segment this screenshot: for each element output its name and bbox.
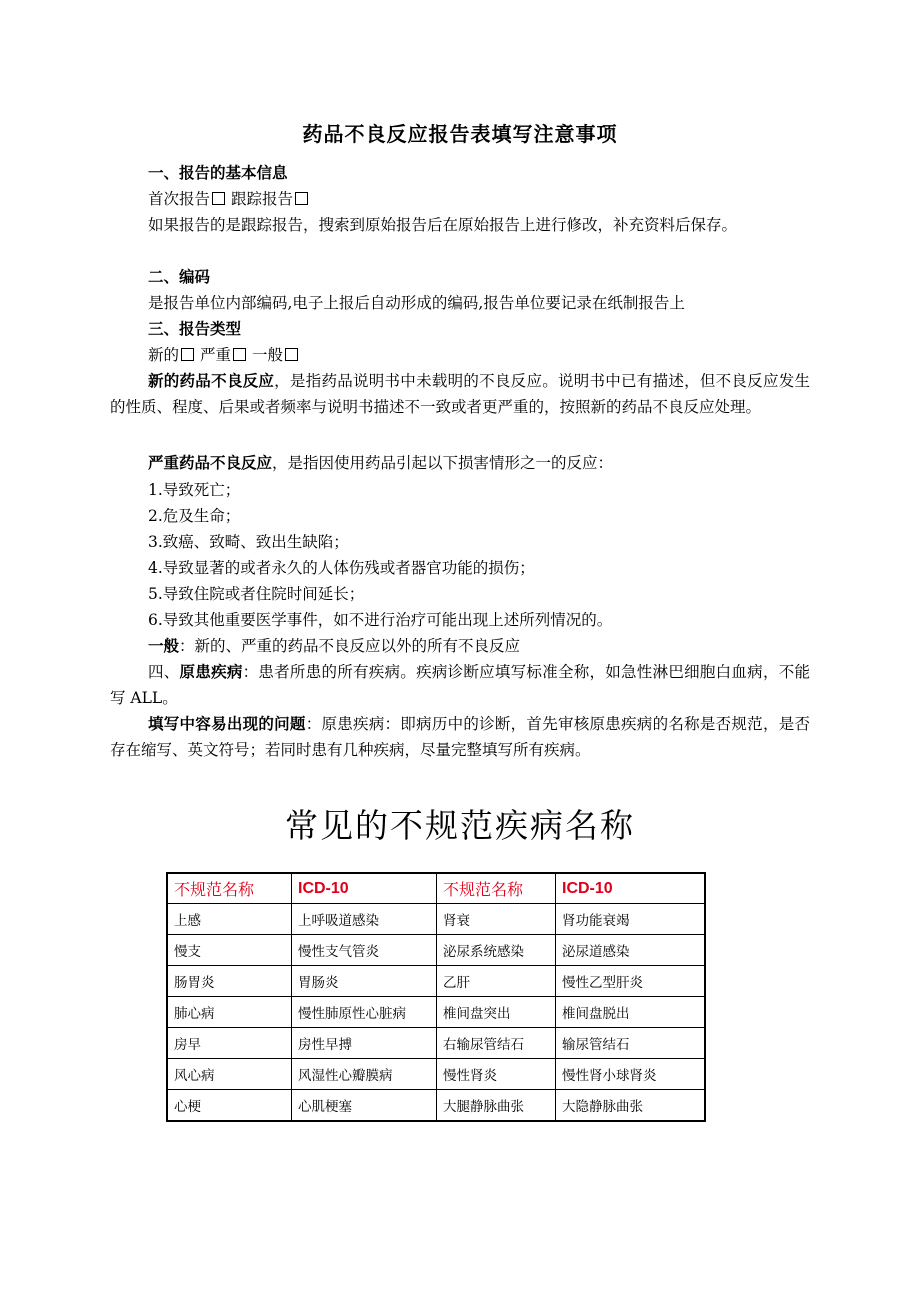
serious-item-1: 1.导致死亡； (148, 481, 241, 499)
table-cell: 慢性肺原性心脏病 (292, 997, 437, 1028)
nonstandard-names-table (166, 872, 706, 1122)
table-cell: 上感 (167, 904, 292, 935)
table-cell: 心梗 (167, 1090, 292, 1122)
table-cell: 泌尿道感染 (556, 935, 706, 966)
serious-item-4: 4.导致显著的或者永久的人体伤残或者器官功能的损伤； (148, 559, 535, 577)
general-adr-definition (148, 633, 520, 659)
section-1-paragraph: 如果报告的是跟踪报告，搜索到原始报告后在原始报告上进行修改，补充资料后保存。 (148, 216, 738, 234)
section-4-term: 原患疾病 (179, 663, 243, 681)
table-cell: 肺心病 (167, 997, 292, 1028)
common-issues-desc: ：原患疾病：即病历中的诊断，首先审核原患疾病的名称是否规范，是否存在缩写、英文符号；若同时患有几种疾病，尽量完整填写所有疾病。 (110, 715, 810, 759)
serious-adr-definition (148, 450, 613, 476)
header-nonstandard-2: 不规范名称 (437, 873, 556, 904)
table-cell: 房性早搏 (292, 1028, 437, 1059)
report-kind-options (148, 186, 314, 212)
table-cell: 上呼吸道感染 (292, 904, 437, 935)
report-type-options (148, 342, 304, 368)
section-4-prefix: 四、 (148, 663, 180, 681)
general-type-checkbox[interactable] (285, 348, 298, 361)
header-icd-1: ICD-10 (292, 873, 437, 904)
section-3-heading: 三、报告类型 (148, 320, 242, 338)
table-cell: 慢性乙型肝炎 (556, 966, 706, 997)
table-cell: 大腿静脉曲张 (437, 1090, 556, 1122)
table-cell: 输尿管结石 (556, 1028, 706, 1059)
serious-item-5: 5.导致住院或者住院时间延长； (148, 585, 365, 603)
table-cell: 慢性肾小球肾炎 (556, 1059, 706, 1090)
table-cell: 胃肠炎 (292, 966, 437, 997)
general-adr-desc: ：新的、严重的药品不良反应以外的所有不良反应 (179, 637, 521, 655)
new-type-checkbox[interactable] (181, 348, 194, 361)
table-cell: 肠胃炎 (167, 966, 292, 997)
table-row (167, 904, 705, 935)
serious-item-2: 2.危及生命； (148, 507, 241, 525)
table-cell: 椎间盘突出 (437, 997, 556, 1028)
table-cell: 肾功能衰竭 (556, 904, 706, 935)
serious-item-3: 3.致癌、致畸、致出生缺陷； (148, 533, 349, 551)
table-header-row (167, 873, 705, 904)
table-cell: 风湿性心瓣膜病 (292, 1059, 437, 1090)
table-cell: 心肌梗塞 (292, 1090, 437, 1122)
table-row (167, 935, 705, 966)
table-cell: 慢支 (167, 935, 292, 966)
common-issues-paragraph (110, 711, 810, 763)
header-nonstandard-1: 不规范名称 (167, 873, 292, 904)
table-cell: 乙肝 (437, 966, 556, 997)
page-title: 药品不良反应报告表填写注意事项 (302, 122, 618, 146)
table-cell: 大隐静脉曲张 (556, 1090, 706, 1122)
table-row (167, 1028, 705, 1059)
new-type-label: 新的 (148, 346, 180, 364)
table-row (167, 966, 705, 997)
table-cell: 房早 (167, 1028, 292, 1059)
new-adr-term: 新的药品不良反应 (148, 372, 275, 390)
first-report-label: 首次报告 (148, 190, 211, 208)
table-row (167, 1059, 705, 1090)
section-4-paragraph (110, 659, 810, 711)
general-adr-term: 一般 (148, 637, 180, 655)
followup-report-label: 跟踪报告 (231, 190, 294, 208)
table-cell: 慢性肾炎 (437, 1059, 556, 1090)
table-cell: 慢性支气管炎 (292, 935, 437, 966)
section-2-heading: 二、编码 (148, 268, 211, 286)
section-4-desc: ：患者所患的所有疾病。疾病诊断应填写标准全称，如急性淋巴细胞白血病，不能写 ALL。 (110, 663, 810, 707)
new-adr-definition (110, 368, 810, 420)
table-cell: 椎间盘脱出 (556, 997, 706, 1028)
section-2-paragraph: 是报告单位内部编码,电子上报后自动形成的编码,报告单位要记录在纸制报告上 (148, 294, 685, 312)
table-cell: 风心病 (167, 1059, 292, 1090)
serious-item-6: 6.导致其他重要医学事件，如不进行治疗可能出现上述所列情况的。 (148, 611, 613, 629)
table-cell: 右输尿管结石 (437, 1028, 556, 1059)
table-cell: 肾衰 (437, 904, 556, 935)
table-title: 常见的不规范疾病名称 (285, 806, 635, 845)
table-cell: 泌尿系统感染 (437, 935, 556, 966)
first-report-checkbox[interactable] (212, 192, 225, 205)
serious-adr-desc: ，是指因使用药品引起以下损害情形之一的反应： (272, 454, 614, 472)
header-icd-2: ICD-10 (556, 873, 706, 904)
serious-type-label: 严重 (200, 346, 232, 364)
general-type-label: 一般 (252, 346, 284, 364)
table-row (167, 1090, 705, 1122)
followup-report-checkbox[interactable] (295, 192, 308, 205)
serious-type-checkbox[interactable] (233, 348, 246, 361)
table-row (167, 997, 705, 1028)
serious-adr-term: 严重药品不良反应 (148, 454, 273, 472)
new-adr-desc: ，是指药品说明书中未载明的不良反应。说明书中已有描述，但不良反应发生的性质、程度、后果或者频率与说明书描述不一致或者更严重的，按照新的药品不良反应处理。 (110, 372, 810, 416)
section-1-heading: 一、报告的基本信息 (148, 164, 288, 182)
common-issues-term: 填写中容易出现的问题 (148, 715, 306, 733)
